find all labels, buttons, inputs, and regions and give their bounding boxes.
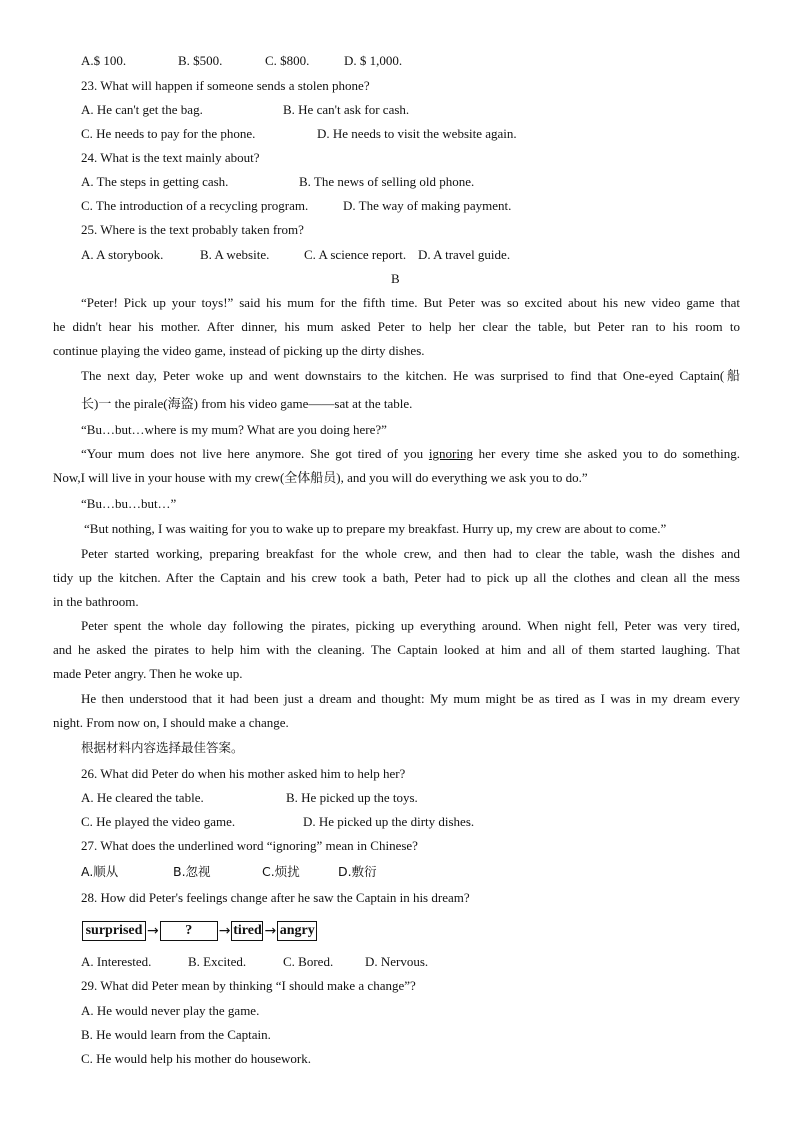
q22-option-c: C. $800. [265, 53, 310, 68]
q24-option-b: B. The news of selling old phone. [299, 174, 475, 189]
q24-stem: 24. What is the text mainly about? [81, 150, 260, 165]
passage-p7-line2: tidy up the kitchen. After the Captain and his crew took a bath, Peter had to pick up all the clothes and clean all the mess [53, 570, 740, 585]
q27-option-a: A.顺从 [81, 864, 119, 879]
q28-option-c: C. Bored. [283, 954, 334, 969]
q28-option-d: D. Nervous. [365, 954, 429, 969]
passage-p3: “Bu…but…where is my mum? What are you doing here?” [81, 422, 387, 437]
q26-option-d: D. He picked up the dirty dishes. [303, 814, 475, 829]
q22-option-a: A.$ 100. [81, 53, 127, 68]
arrow-right-icon: → [147, 923, 159, 939]
q25-stem: 25. Where is the text probably taken from? [81, 222, 304, 237]
section-b-heading: B [391, 271, 400, 286]
flow-box-angry: angry [277, 921, 317, 941]
q28-option-a: A. Interested. [81, 954, 152, 969]
passage-p1-line2: he didn't hear his mother. After dinner, his mum asked Peter to help her clear the table, but Peter ran to his room to [53, 319, 740, 334]
passage-p4-line1-end: her every time she asked you to do something. [472, 446, 740, 461]
q22-option-d: D. $ 1,000. [344, 53, 403, 68]
q25-option-c: C. A science report. [304, 247, 407, 262]
instruction: 根据材料内容选择最佳答案。 [81, 740, 244, 755]
passage-p2-line1: The next day, Peter woke up and went downstairs to the kitchen. He was surprised to find that One-eyed Captain(船 [81, 368, 740, 383]
passage-p8-line3: made Peter angry. Then he woke up. [53, 666, 243, 681]
q26-stem: 26. What did Peter do when his mother asked him to help her? [81, 766, 406, 781]
passage-p8-line2: and he asked the pirates to help him with the cleaning. The Captain looked at him and all of them started laughing. That [53, 642, 740, 657]
q24-option-a: A. The steps in getting cash. [81, 174, 229, 189]
passage-p7-line1: Peter started working, preparing breakfast for the whole crew, and then had to clear the table, wash the dishes and [81, 546, 740, 561]
q23-stem: 23. What will happen if someone sends a stolen phone? [81, 78, 370, 93]
q24-option-c: C. The introduction of a recycling program. [81, 198, 309, 213]
q26-option-c: C. He played the video game. [81, 814, 236, 829]
passage-p7-line3: in the bathroom. [53, 594, 139, 609]
feelings-flow-diagram [82, 919, 317, 943]
q25-option-d: D. A travel guide. [418, 247, 511, 262]
flow-box-unknown: ? [160, 921, 218, 941]
q29-stem: 29. What did Peter mean by thinking “I should make a change”? [81, 978, 416, 993]
q22-option-b: B. $500. [178, 53, 223, 68]
q24-option-d: D. The way of making payment. [343, 198, 512, 213]
passage-p2-line2: 长)一 the pirale(海盗) from his video game——sat at the table. [81, 396, 413, 411]
q25-option-a: A. A storybook. [81, 247, 164, 262]
q23-option-b: B. He can't ask for cash. [283, 102, 410, 117]
passage-p9-line2: night. From now on, I should make a change. [53, 715, 289, 730]
q29-option-b: B. He would learn from the Captain. [81, 1027, 271, 1042]
arrow-right-icon: → [264, 923, 277, 939]
flow-box-surprised: surprised [82, 921, 146, 941]
passage-p5: “Bu…bu…but…” [81, 496, 177, 511]
q27-stem: 27. What does the underlined word “ignoring” mean in Chinese? [81, 838, 418, 853]
q26-option-a: A. He cleared the table. [81, 790, 204, 805]
q27-option-d: D.敷衍 [338, 864, 377, 879]
passage-p8-line1: Peter spent the whole day following the pirates, picking up everything around. When night fell, Peter was very tired, [81, 618, 740, 633]
q25-option-b: B. A website. [200, 247, 270, 262]
q26-option-b: B. He picked up the toys. [286, 790, 418, 805]
passage-p9-line1: He then understood that it had been just a dream and thought: My mum might be as tired as I was in my dream every [81, 691, 740, 706]
passage-p6: “But nothing, I was waiting for you to wake up to prepare my breakfast. Hurry up, my crew are about to come.” [84, 521, 667, 536]
q23-option-c: C. He needs to pay for the phone. [81, 126, 256, 141]
q27-option-b: B.忽视 [173, 864, 211, 879]
q28-option-b: B. Excited. [188, 954, 247, 969]
q29-option-a: A. He would never play the game. [81, 1003, 260, 1018]
passage-p4-line1 [81, 446, 740, 462]
underlined-word-ignoring: ignoring [428, 446, 473, 461]
q23-option-d: D. He needs to visit the website again. [317, 126, 517, 141]
arrow-right-icon: → [218, 923, 231, 939]
q29-option-c: C. He would help his mother do housework. [81, 1051, 312, 1066]
passage-p4-line2: Now,I will live in your house with my crew(全体船员), and you will do everything we ask you to do.” [53, 470, 588, 485]
q23-option-a: A. He can't get the bag. [81, 102, 203, 117]
q27-option-c: C.烦扰 [262, 864, 300, 879]
q28-stem: 28. How did Peter's feelings change after he saw the Captain in his dream? [81, 890, 470, 905]
flow-box-tired: tired [231, 921, 263, 941]
passage-p1-line3: continue playing the video game, instead of picking up the dirty dishes. [53, 343, 425, 358]
passage-p4-line1-start: “Your mum does not live here anymore. She got tired of you [81, 446, 429, 461]
passage-p1-line1: “Peter! Pick up your toys!” said his mum for the fifth time. But Peter was so excited about his new video game that [81, 295, 740, 310]
